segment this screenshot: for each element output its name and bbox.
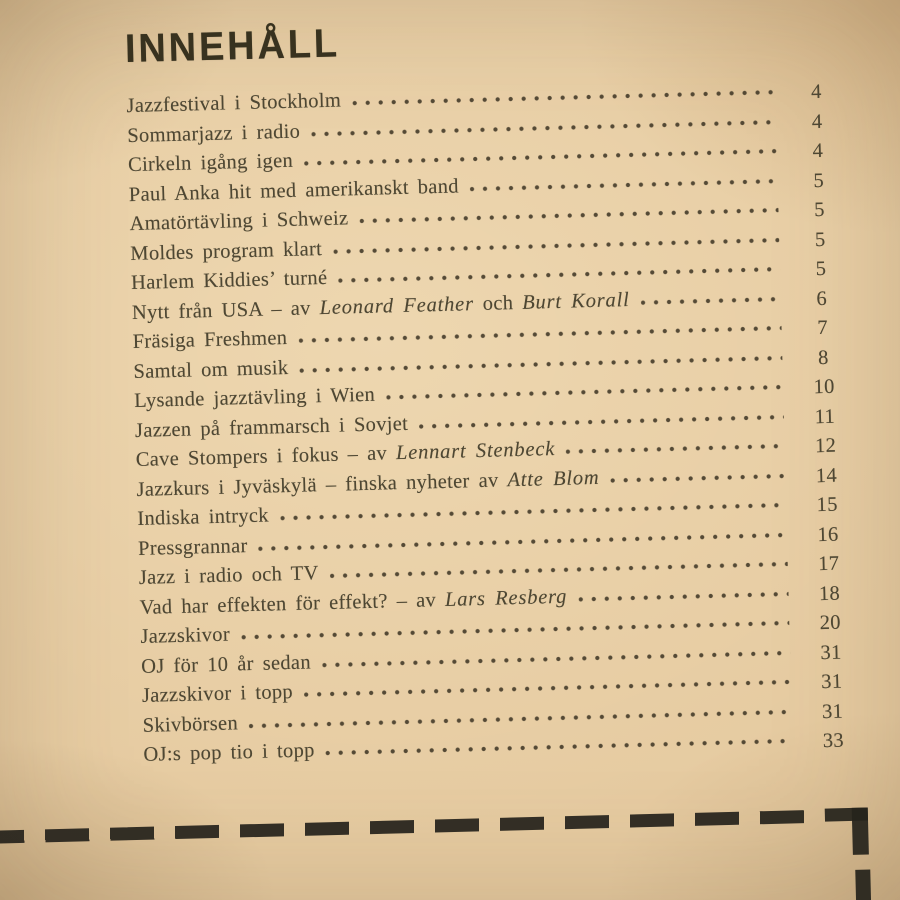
toc-page-number: 33	[822, 729, 845, 753]
dotted-leader	[280, 502, 786, 521]
toc-page-number: 31	[820, 670, 843, 694]
dotted-leader	[386, 384, 783, 400]
toc-entry-title: Jazz i radio och TV	[138, 562, 319, 589]
dotted-leader	[470, 178, 778, 192]
toc-entry-title: OJ:s pop tio i topp	[143, 739, 315, 766]
toc-page-number: 5	[815, 257, 827, 281]
toc-entry-title: Paul Anka hit med amerikanskt band	[128, 174, 460, 206]
dotted-leader	[299, 355, 782, 374]
toc-page-number: 31	[821, 700, 844, 723]
toc-entry-title: Cirkeln igång igen	[127, 149, 294, 177]
dotted-leader	[338, 266, 780, 284]
toc-entry-title: Skivbörsen	[142, 711, 239, 737]
dotted-leader	[610, 472, 785, 483]
dotted-leader	[326, 738, 793, 756]
dotted-leader	[419, 414, 784, 430]
toc-entry-title: Jazzkurs i Jyväskylä – finska nyheter av Atte Blom	[136, 466, 600, 501]
toc-page-number: 7	[816, 316, 829, 340]
toc-page-number: 12	[814, 434, 837, 458]
toc-entry-title: Moldes program klart	[130, 237, 323, 265]
toc-page-number: 18	[818, 582, 841, 605]
toc-page-number: 6	[816, 287, 828, 310]
toc-page-number: 5	[813, 198, 826, 222]
toc-page-number: 17	[817, 552, 840, 576]
dotted-leader	[304, 148, 777, 166]
toc-entry-title: Sommarjazz i radio	[127, 120, 301, 147]
dotted-leader	[578, 590, 788, 602]
toc-entry-title: Jazzfestival i Stockholm	[126, 89, 342, 118]
dotted-leader	[641, 296, 781, 306]
toc-entry-title: Harlem Kiddies’ turné	[130, 266, 328, 295]
toc-page-number: 16	[817, 523, 839, 546]
toc-page-number: 8	[817, 346, 829, 369]
toc-page-number: 14	[815, 464, 838, 487]
dotted-leader	[322, 649, 790, 667]
toc-list	[126, 73, 859, 770]
toc-entry-title: Indiska intryck	[137, 504, 270, 530]
dotted-leader	[304, 679, 791, 698]
toc-entry-title: Jazzen på frammarsch i Sovjet	[134, 412, 409, 442]
toc-entry-title: Nytt från USA – av Leonard Feather och Burt Korall	[131, 288, 630, 324]
toc-page-number: 4	[811, 110, 823, 133]
dotted-leader	[566, 443, 785, 455]
toc-entry-title: Cave Stompers i fokus – av Lennart Stenbeck	[135, 438, 556, 471]
page-title: INNEHÅLL	[124, 21, 341, 72]
toc-entry-title: Vad har effekten för effekt? – av Lars Resberg	[139, 585, 568, 619]
toc-page-number: 15	[816, 493, 839, 517]
dotted-leader	[352, 89, 775, 106]
dotted-leader	[359, 207, 778, 224]
toc-entry-title: Jazzskivor	[140, 623, 231, 648]
toc-entry-title: Pressgrannar	[137, 534, 248, 560]
dotted-leader	[311, 119, 776, 137]
toc-entry-title: OJ för 10 år sedan	[140, 650, 312, 678]
toc-page-number: 5	[813, 169, 825, 192]
toc-page-number: 11	[814, 405, 836, 428]
toc-entry-title: Lysande jazztävling i Wien	[133, 383, 376, 413]
toc-page-number: 10	[813, 375, 835, 399]
toc-page-number: 4	[810, 80, 822, 104]
toc-entry-title: Fräsiga Freshmen	[132, 326, 288, 354]
toc-entry-title: Jazzskivor i topp	[141, 680, 294, 707]
toc-entry-title: Samtal om musik	[133, 356, 289, 383]
toc-page-number: 31	[820, 641, 842, 664]
dotted-leader	[333, 237, 779, 255]
dotted-leader	[298, 325, 781, 344]
toc-page-number: 4	[812, 139, 824, 163]
toc-page-number: 20	[819, 611, 842, 635]
dotted-leader	[330, 561, 788, 579]
toc-entry-title: Amatörtävling i Schweiz	[129, 207, 349, 236]
toc-page-number: 5	[814, 228, 826, 251]
